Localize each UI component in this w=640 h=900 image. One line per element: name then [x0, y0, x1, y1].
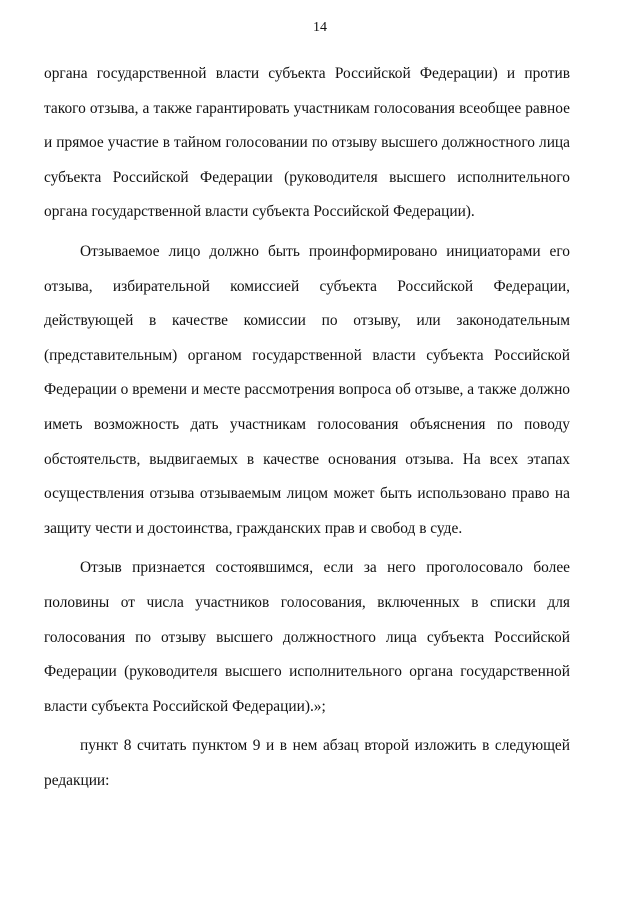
paragraph-recall-validity: Отзыв признается состоявшимся, если за него проголосовало более половины от числа участников голосования, включенных в списки для голосования по отзыву высшего должностного лица субъекта Российской Федерации (руководителя высшего исполнительного органа государственной власти субъекта Российской Федерации).»; [44, 559, 570, 715]
paragraph-notification: Отзываемое лицо должно быть проинформировано инициаторами его отзыва, избирательной комиссией субъекта Российской Федерации, действующей в качестве комиссии по отзыву, или законодательным (представительным) органом государственной власти субъекта Российской Федерации о времени и месте рассмотрения вопроса об отзыве, а также должно иметь возможность дать участникам голосования объяснения по поводу обстоятельств, выдвигаемых в качестве основания отзыва. На всех этапах осуществления отзыва отзываемым лицом может быть использовано право на защиту чести и достоинства, гражданских прав и свобод в суде. [44, 242, 570, 537]
paragraph-continuation: органа государственной власти субъекта Российской Федерации) и против такого отзыва, а также гарантировать участникам голосования всеобщее равное и прямое участие в тайном голосовании по отзыву высшего должностного лица субъекта Российской Федерации (руководителя высшего исполнительного органа государственной власти субъекта Российской Федерации). [44, 65, 570, 221]
paragraph-amendment: пункт 8 считать пунктом 9 и в нем абзац второй изложить в следующей редакции: [44, 737, 570, 789]
document-body [44, 57, 570, 798]
page-number: 14 [313, 20, 327, 35]
